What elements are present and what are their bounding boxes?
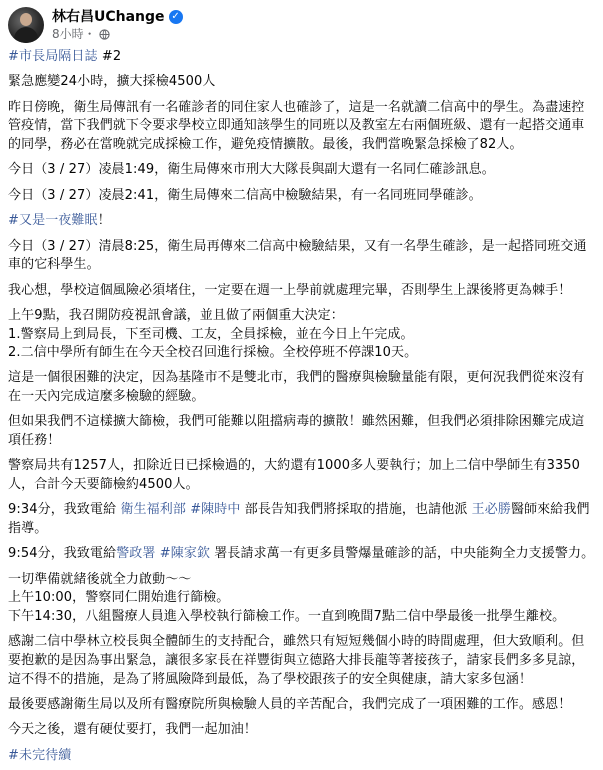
launch-line-1: 一切準備就緒後就全力啟動～～ [8,571,192,587]
hashtag-chen-chia-chin[interactable]: #陳家欽 [159,546,211,562]
paragraph-decisions [8,307,597,363]
decision-1: 1.警察局上到局長，下至司機、工友，全員採檢，並在今日上午完成。 [8,326,414,342]
paragraph-count: 警察局共有1257人，扣除近日已採檢過的，大約還有1000多人要執行；加上二信中學師生有3350人，合計今天要篩檢約4500人。 [8,458,581,493]
timestamp-row [52,26,183,42]
profile-avatar[interactable] [8,7,44,43]
paragraph-thanks-school: 感謝二信中學林立校長與全體師生的支持配合，雖然只有短短幾個小時的時間處理，但大致順利。但要抱歉的是因為事出緊急，讓很多家長在祥豐街與立德路大排長龍等著接孩子，請家長們多多見諒，這不得不的措施，是為了將風險降到最低，為了學校跟孩子的安全與健康，請大家多包涵！ [8,634,585,687]
text-segment: 醫師來給我們指導。 [8,502,590,537]
hashtag-mayor-diary[interactable]: #市長局隔日誌 [8,49,98,64]
title-suffix: #2 [97,49,122,64]
paragraph-closing: 今天之後，還有硬仗要打，我們一起加油！ [8,722,257,738]
text-segment: 9:54分，我致電給 [8,546,117,562]
paragraph-0954 [8,545,597,564]
post-body [8,48,597,765]
avatar-head-shape [20,13,32,26]
check-icon: ✓ [169,10,183,24]
paragraph-0149: 今日（3 / 27）凌晨1:49，衛生局傳來市刑大大隊長與副大還有一名同仁確診訊息。 [8,162,495,178]
text-segment: 署長請求萬一有更多員警爆量確診的話，中央能夠全力支援警力。 [210,546,595,562]
paragraph-thanks-health: 最後要感謝衛生局以及所有醫療院所與檢驗人員的辛苦配合，我們完成了一項困難的工作。感恩！ [8,696,572,712]
hashtag-chen-shih-chung[interactable]: #陳時中 [190,502,241,518]
author-row [52,8,183,26]
author-name[interactable]: 林右昌UChange [52,9,165,25]
paragraph-launch [8,571,597,627]
link-mohw[interactable]: 衛生福利部 [120,502,186,518]
post-meta [52,8,183,42]
decision-2: 2.二信中學所有師生在今天全校召回進行採檢。全校停班不停課10天。 [8,345,418,361]
hashtag-night-line [8,212,597,231]
text-segment: 部長告知我們將採取的措施，也請他派 [240,502,472,518]
launch-line-3: 下午14:30，八組醫療人員進入學校執行篩檢工作。一直到晚間7點二信中學最後一批學生離校。 [8,609,566,624]
headline-paragraph: 緊急應變24小時，擴大採檢4500人 [8,74,216,90]
paragraph-expand: 但如果我們不這樣擴大篩檢，我們可能難以阻擋病毒的擴散！雖然困難，但我們必須排除困難完成這項任務！ [8,414,585,449]
paragraph-0241: 今日（3 / 27）凌晨2:41，衛生局傳來二信高中檢驗結果，有一名同班同學確診。 [8,187,482,203]
paragraph-risk: 我心想，學校這個風險必須堵住，一定要在週一上學前就處理完畢，否則學生上課後將更為棘手！ [8,282,572,298]
hashtag-sleepless-night[interactable]: #又是一夜難眠 [8,213,98,229]
link-npa[interactable]: 警政署 [116,546,156,562]
paragraph-difficult: 這是一個很困難的決定，因為基隆市不是雙北市，我們的醫療與檢驗量能有限，更何況我們從來沒有在一天內完成這麼多檢驗的經驗。 [8,370,585,405]
globe-icon [99,29,110,40]
paragraph-0934 [8,501,597,538]
decision-intro: 上午9點，我召開防疫視訊會議，並且做了兩個重大決定： [8,307,344,323]
paragraph-0825: 今日（3 / 27）清晨8:25，衛生局再傳來二信高中檢驗結果，又有一名學生確診，是一起搭同班交通車的它科學生。 [8,238,587,273]
avatar-body-shape [14,27,38,43]
post-time[interactable]: 8小時・ [52,27,96,41]
post-title-line [8,48,597,67]
hashtag-to-be-continued[interactable]: #未完待續 [8,747,72,763]
text-segment: 9:34分，我致電給 [8,502,121,518]
hashtag-end-line [8,747,597,766]
post-header [8,0,597,48]
paragraph-yesterday: 昨日傍晚，衛生局傳訊有一名確診者的同住家人也確診了，這是一名就讀二信高中的學生。為盡速控管疫情，當下我們就下令要求學校立即通知該學生的同班以及教室左右兩個班級、還有一起搭交通車的同學，務必在當晚就完成採檢工作，避免疫情擴散。最後，我們當晚緊急採檢了82人。 [8,99,585,152]
hashtag-night-suffix: ！ [97,213,111,229]
link-wang-bi-sheng[interactable]: 王必勝 [471,502,511,518]
launch-line-2: 上午10:00，警察同仁開始進行篩檢。 [8,590,230,606]
